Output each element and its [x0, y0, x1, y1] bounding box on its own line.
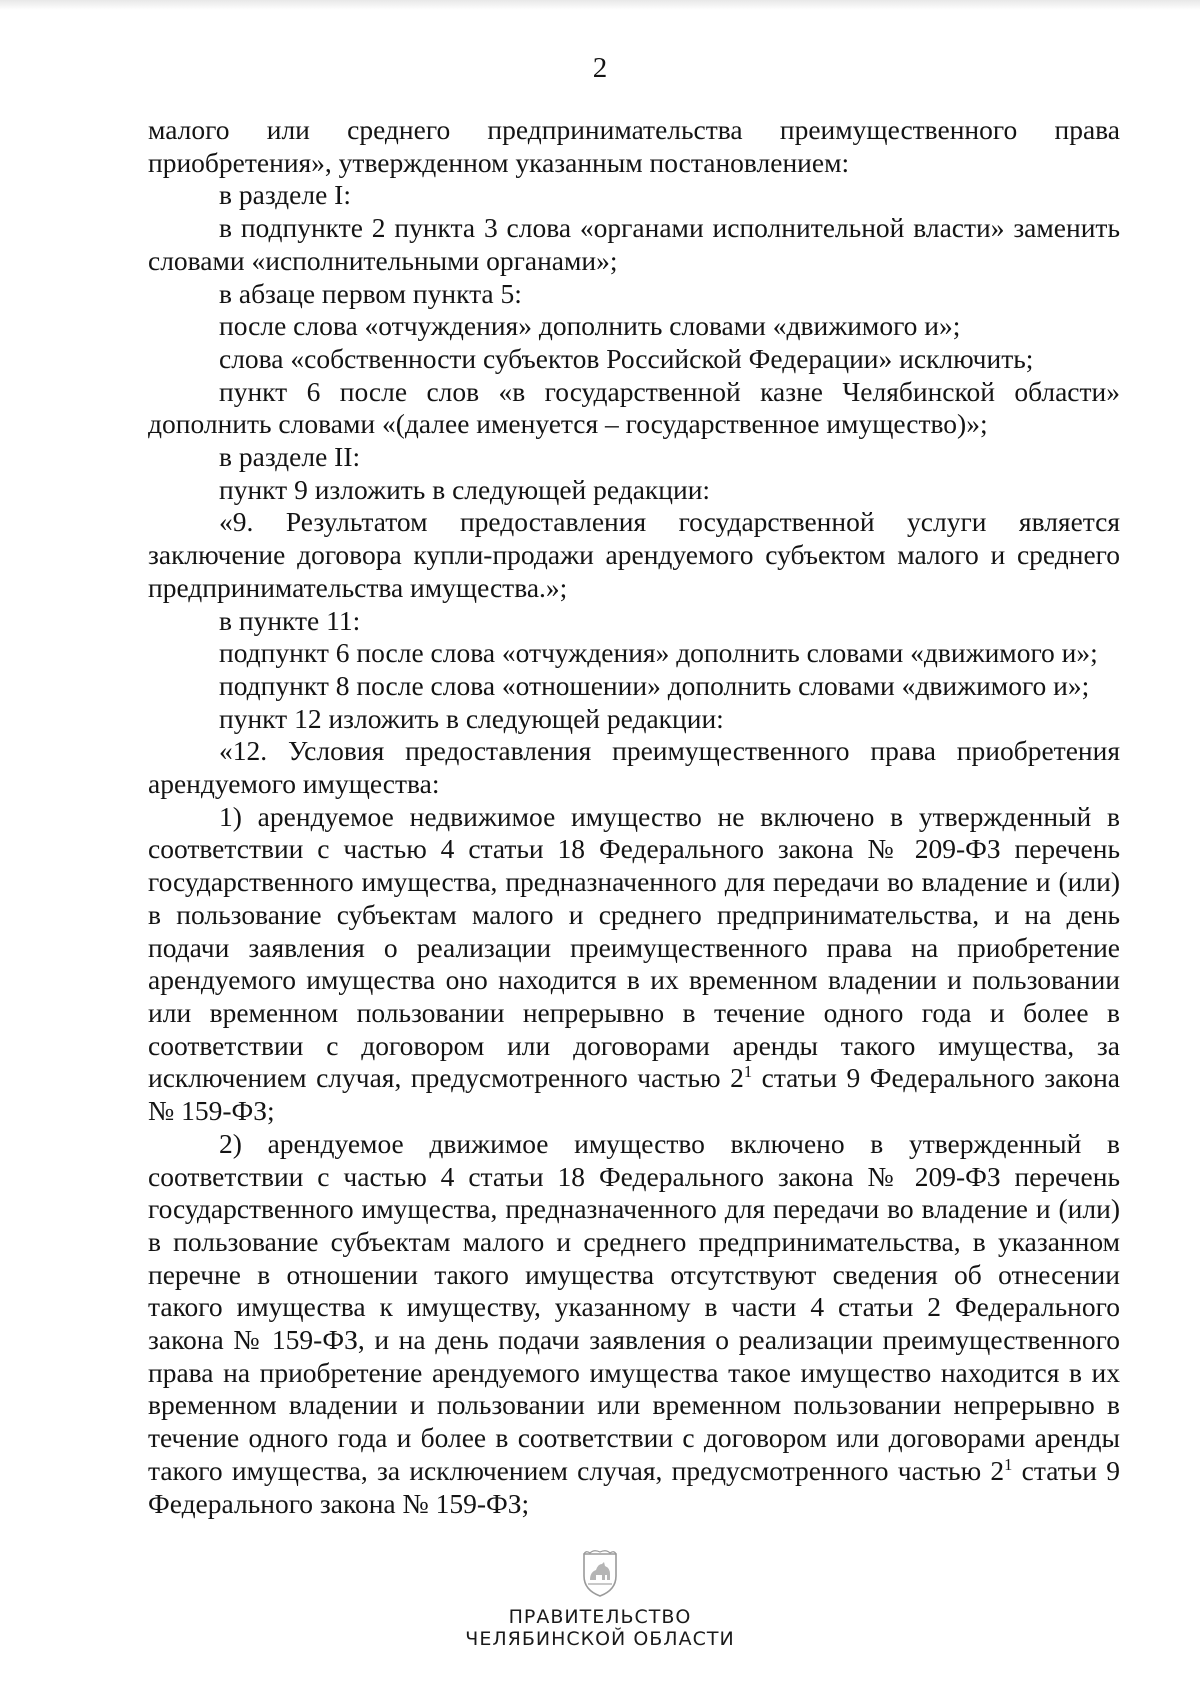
scan-edge — [0, 0, 1200, 10]
list-item-2 — [148, 1128, 1120, 1520]
list-item-2-text: 2) арендуемое движимое имущество включено в утвержденный в соответствии с частью 4 статьи 18 Федерального закона № 209-ФЗ перечень государственного имущества, предназначенного для передачи во владение и (или) в пользование субъектам малого и среднего предпринимательства, в указанном перечне в отношении такого имущества отсутствуют сведения об отнесении такого имущества к имуществу, указанному в части 4 статьи 2 Федерального закона № 159-ФЗ, и на день подачи заявления о реализации преимущественного права на приобретение арендуемого имущества такое имущество находится в их временном владении и пользовании или временном пользовании непрерывно в течение одного года и более в соответствии с договором или договорами аренды такого имущества, за исключением случая, предусмотренного частью 2 — [148, 1127, 1120, 1486]
superscript: 1 — [1004, 1454, 1013, 1474]
stamp-line-2: ЧЕЛЯБИНСКОЙ ОБЛАСТИ — [465, 1628, 735, 1650]
paragraph: пункт 9 изложить в следующей редакции: — [219, 473, 711, 505]
chelyabinsk-coat-of-arms-icon — [580, 1550, 620, 1598]
government-stamp — [0, 1550, 1200, 1650]
paragraph: «9. Результатом предоставления государственной услуги является заключение договора купли-продажи арендуемого субъектом малого и среднего предпринимательства имущества.»; — [148, 506, 1120, 603]
page-number: 2 — [592, 52, 608, 84]
paragraph: малого или среднего предпринимательства преимущественного права приобретения», утвержденном указанным постановлением: — [148, 114, 1120, 178]
paragraph: в пункте 11: — [219, 604, 361, 636]
paragraph: пункт 12 изложить в следующей редакции: — [219, 702, 724, 734]
paragraph: подпункт 6 после слова «отчуждения» дополнить словами «движимого и»; — [219, 637, 1098, 669]
list-item-2-tail: статьи 9 Федерального закона № 159-ФЗ; — [148, 1454, 1120, 1519]
stamp-line-1: ПРАВИТЕЛЬСТВО — [508, 1606, 692, 1628]
paragraph: в подпункте 2 пункта 3 слова «органами исполнительной власти» заменить словами «исполнительными органами»; — [148, 212, 1120, 276]
document-body — [148, 114, 1120, 1520]
paragraph: в разделе II: — [219, 441, 361, 473]
paragraph: в разделе I: — [219, 179, 351, 211]
paragraph: подпункт 8 после слова «отношении» дополнить словами «движимого и»; — [219, 669, 1090, 701]
paragraph: «12. Условия предоставления преимущественного права приобретения арендуемого имущества: — [148, 735, 1120, 800]
list-item-1-tail: статьи 9 Федерального закона № 159-ФЗ; — [148, 1062, 1120, 1127]
paragraph: после слова «отчуждения» дополнить словами «движимого и»; — [219, 310, 961, 342]
list-item-1 — [148, 801, 1120, 1128]
paragraph: пункт 6 после слов «в государственной казне Челябинской области» дополнить словами «(далее именуется – государственное имущество)»; — [148, 375, 1120, 440]
list-item-1-text: 1) арендуемое недвижимое имущество не включено в утвержденный в соответствии с частью 4 статьи 18 Федерального закона № 209-ФЗ перечень государственного имущества, предназначенного для передачи во владение и (или) в пользование субъектам малого и среднего предпринимательства, и на день подачи заявления о реализации преимущественного права на приобретение арендуемого имущества оно находится в их временном владении и пользовании или временном пользовании непрерывно в течение одного года и более в соответствии с договором или договорами аренды такого имущества, за исключением случая, предусмотренного частью 2 — [148, 800, 1120, 1094]
paragraph: слова «собственности субъектов Российской Федерации» исключить; — [219, 342, 1034, 374]
superscript: 1 — [743, 1062, 753, 1082]
paragraph: в абзаце первом пункта 5: — [219, 277, 522, 309]
